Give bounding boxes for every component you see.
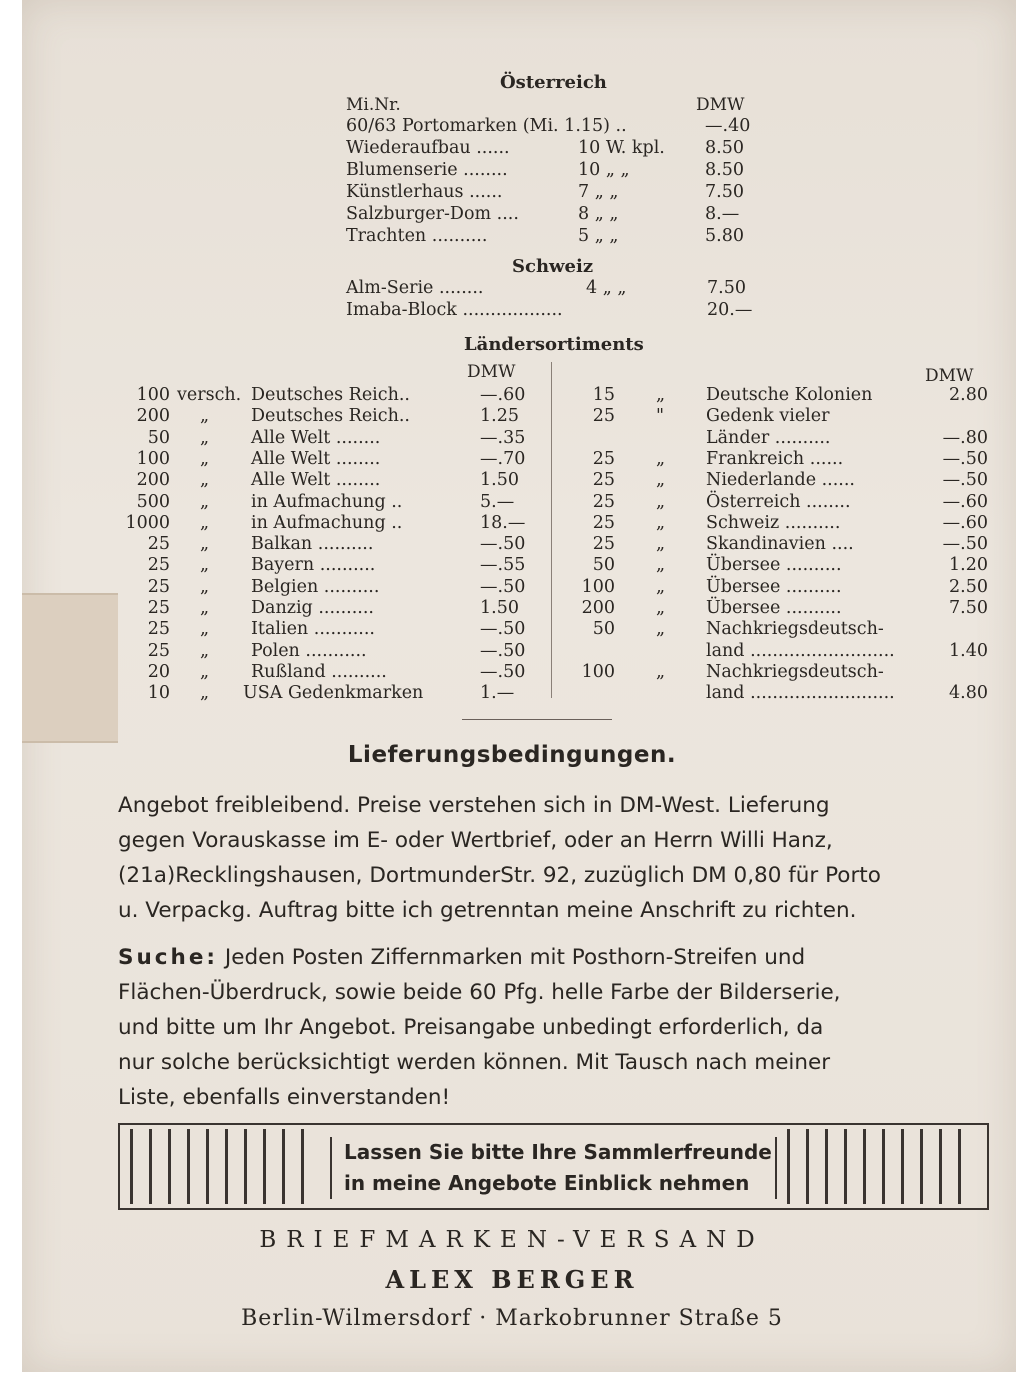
row-count: 500: [136, 491, 170, 512]
row-count: 100: [136, 448, 170, 469]
row-price: 1.25: [480, 406, 519, 427]
row-price: —.50: [942, 534, 988, 555]
row-price: —.50: [480, 640, 526, 661]
section-title-oesterreich: Österreich: [500, 72, 607, 93]
laender-right-row: [0, 534, 1024, 555]
row-qty: 10 „ „: [578, 160, 630, 180]
row-count: 25: [147, 576, 170, 597]
laender-right-row: [0, 428, 1024, 449]
row-qty: „: [200, 661, 210, 682]
col-header-dmw: DMW: [696, 95, 745, 115]
decorative-bar: [958, 1129, 961, 1204]
row-price: 5.—: [480, 491, 515, 512]
row-qty: „: [656, 512, 666, 533]
row-name: land ..........................: [706, 640, 895, 661]
row-count: 20: [147, 661, 170, 682]
row-qty: „: [656, 661, 666, 682]
box-line-2: in meine Angebote Einblick nehmen: [344, 1171, 750, 1195]
row-name: Nachkriegsdeutsch-: [706, 619, 884, 640]
box-bars-left: [130, 1129, 320, 1204]
col-header-dmw-right: DMW: [925, 366, 974, 386]
row-qty: „: [200, 406, 210, 427]
row-qty: „: [200, 683, 210, 704]
row-name: Trachten ..........: [346, 226, 488, 246]
lieferung-line: Angebot freibleibend. Preise verstehen sich in DM-West. Lieferung: [118, 793, 830, 818]
laender-right-row: [0, 470, 1024, 491]
row-name: Balkan ..........: [251, 534, 374, 555]
row-name: Übersee ..........: [706, 576, 842, 597]
row-name: Alle Welt ........: [251, 448, 381, 469]
row-price: 1.40: [949, 640, 988, 661]
row-name: Österreich ........: [706, 491, 851, 512]
row-price: 7.50: [707, 278, 746, 298]
row-qty: „: [200, 598, 210, 618]
row-name: Nachkriegsdeutsch-: [706, 661, 884, 682]
laender-right-row: [0, 598, 1024, 619]
decorative-bar: [939, 1129, 942, 1204]
row-name: Niederlande ......: [706, 470, 855, 491]
col-header-dmw-left: DMW: [467, 362, 516, 382]
row-name: Alle Welt ........: [251, 427, 381, 448]
row-name: Deutsches Reich..: [251, 385, 410, 405]
row-count: 25: [592, 448, 615, 469]
section-rule: [462, 719, 612, 720]
row-count: 25: [592, 491, 615, 512]
decorative-bar: [806, 1129, 809, 1204]
row-qty: 10 W. kpl.: [578, 138, 665, 158]
row-count: 200: [136, 406, 170, 427]
decorative-bar: [168, 1129, 171, 1204]
row-price: —.35: [480, 427, 526, 448]
row-price: 7.50: [705, 182, 744, 202]
row-name: in Aufmachung ..: [251, 512, 403, 533]
row-qty: „: [656, 598, 666, 618]
row-count: 25: [147, 619, 170, 640]
row-price: —.50: [942, 448, 988, 469]
oesterreich-row: [0, 226, 1024, 247]
row-name: Alle Welt ........: [251, 470, 381, 491]
row-price: 8.50: [705, 160, 744, 180]
suche-first-line: [118, 940, 988, 975]
row-price: 7.50: [949, 598, 988, 618]
row-count: 50: [147, 427, 170, 448]
decorative-bar: [882, 1129, 885, 1204]
laender-right-row: [0, 406, 1024, 427]
row-qty: „: [200, 427, 210, 448]
row-name: Deutsche Kolonien: [706, 385, 873, 405]
row-price: 2.80: [949, 385, 988, 405]
row-name: Belgien ..........: [251, 576, 380, 597]
lieferung-line: u. Verpackg. Auftrag bitte ich getrenntan meine Anschrift zu richten.: [118, 898, 857, 923]
row-qty: „: [656, 619, 666, 640]
laender-right-row: [0, 641, 1024, 662]
row-count: 25: [592, 512, 615, 533]
row-qty: „: [200, 555, 210, 576]
footer-address: Berlin-Wilmersdorf · Markobrunner Straße 5: [241, 1306, 783, 1331]
lieferung-line: gegen Vorauskasse im E- oder Wertbrief, oder an Herrn Willi Hanz,: [118, 828, 833, 853]
row-qty: „: [656, 470, 666, 491]
suche-line: nur solche berücksichtigt werden können. Mit Tausch nach meiner: [118, 1050, 831, 1075]
row-price: —.70: [480, 448, 526, 469]
decorative-bar: [301, 1129, 304, 1204]
decorative-bar: [920, 1129, 923, 1204]
laender-right-row: [0, 683, 1024, 704]
row-count: 100: [136, 385, 170, 405]
laender-right-row: [0, 555, 1024, 576]
row-price: —.40: [705, 116, 751, 136]
row-name: Blumenserie ........: [346, 160, 508, 180]
row-count: 25: [592, 534, 615, 555]
row-qty: „: [656, 385, 666, 405]
row-price: —.55: [480, 555, 526, 576]
row-name: Länder ..........: [706, 427, 831, 448]
footer-name: ALEX BERGER: [385, 1265, 639, 1294]
row-count: 10: [147, 683, 170, 704]
decorative-bar: [187, 1129, 190, 1204]
laender-right-row: [0, 662, 1024, 683]
row-price: 8.50: [705, 138, 744, 158]
row-count: 25: [147, 598, 170, 618]
row-count: 25: [147, 640, 170, 661]
row-qty: versch.: [177, 385, 242, 405]
row-qty: „: [200, 619, 210, 640]
row-qty: „: [200, 512, 210, 533]
oesterreich-row: [0, 160, 1024, 181]
row-price: 18.—: [480, 512, 526, 533]
row-name: Danzig ..........: [251, 598, 374, 618]
laender-right-row: [0, 385, 1024, 406]
row-price: —.80: [942, 427, 988, 448]
decorative-bar: [844, 1129, 847, 1204]
row-price: —.50: [942, 470, 988, 491]
row-price: 1.—: [480, 683, 515, 704]
row-price: 2.50: [949, 576, 988, 597]
row-count: 200: [581, 598, 615, 618]
laender-right-row: [0, 619, 1024, 640]
row-name: Übersee ..........: [706, 598, 842, 618]
row-qty: „: [656, 576, 666, 597]
row-count: 50: [592, 619, 615, 640]
suche-line: Liste, ebenfalls einverstanden!: [118, 1085, 451, 1110]
decorative-bar: [149, 1129, 152, 1204]
row-price: —.50: [480, 534, 526, 555]
recommendation-box: [118, 1123, 989, 1210]
row-qty: 8 „ „: [578, 204, 619, 224]
row-name: Salzburger-Dom ....: [346, 204, 519, 224]
decorative-bar: [130, 1129, 133, 1204]
row-name: Gedenk vieler: [706, 406, 830, 427]
row-name: Künstlerhaus ......: [346, 182, 503, 202]
row-qty: „: [200, 470, 210, 491]
section-title-laendersortiments: Ländersortiments: [464, 334, 644, 355]
row-count: 100: [581, 661, 615, 682]
suche-line: Flächen-Überdruck, sowie beide 60 Pfg. helle Farbe der Bilderserie,: [118, 980, 841, 1005]
oesterreich-row: [0, 116, 1024, 137]
col-header-minr: Mi.Nr.: [346, 95, 401, 115]
row-price: —.60: [480, 385, 526, 405]
row-count: 100: [581, 576, 615, 597]
row-qty: 7 „ „: [578, 182, 619, 202]
row-price: 1.50: [480, 470, 519, 491]
lieferung-line: (21a)Recklingshausen, DortmunderStr. 92, zuzüglich DM 0,80 für Porto: [118, 863, 881, 888]
row-qty: „: [656, 534, 666, 555]
row-name: Übersee ..........: [706, 555, 842, 576]
row-price: 1.20: [949, 555, 988, 576]
row-qty: ": [656, 406, 665, 427]
row-count: 50: [592, 555, 615, 576]
decorative-bar: [206, 1129, 209, 1204]
row-name: Imaba-Block ..................: [346, 300, 563, 320]
row-price: 20.—: [707, 300, 753, 320]
suche-label: Suche:: [118, 945, 219, 970]
row-price: —.60: [942, 512, 988, 533]
row-qty: „: [200, 640, 210, 661]
row-price: —.50: [480, 619, 526, 640]
decorative-bar: [263, 1129, 266, 1204]
row-name: Alm-Serie ........: [346, 278, 484, 298]
row-count: 25: [147, 555, 170, 576]
laender-right-row: [0, 449, 1024, 470]
row-count: 25: [147, 534, 170, 555]
oesterreich-row: [0, 138, 1024, 159]
row-name: in Aufmachung ..: [251, 491, 403, 512]
box-text: [330, 1137, 777, 1199]
row-price: —.50: [480, 661, 526, 682]
row-name: Deutsches Reich..: [251, 406, 410, 427]
row-qty: 5 „ „: [578, 226, 619, 246]
row-name: Italien ...........: [251, 619, 375, 640]
row-name: Frankreich ......: [706, 448, 844, 469]
row-name: Wiederaufbau ......: [346, 138, 510, 158]
row-name: USA Gedenkmarken: [243, 683, 424, 704]
row-price: 4.80: [949, 683, 988, 704]
decorative-bar: [787, 1129, 790, 1204]
oesterreich-row: [0, 204, 1024, 225]
laender-right-row: [0, 513, 1024, 534]
row-name: Bayern ..........: [251, 555, 376, 576]
row-qty: 4 „ „: [586, 278, 627, 298]
row-name: 60/63 Portomarken (Mi. 1.15) ..: [346, 116, 627, 136]
decorative-bar: [225, 1129, 228, 1204]
row-name: Polen ...........: [251, 640, 367, 661]
row-price: 1.50: [480, 598, 519, 618]
row-count: 15: [592, 385, 615, 405]
section-title-schweiz: Schweiz: [512, 256, 594, 277]
row-price: —.60: [942, 491, 988, 512]
row-name: Rußland ..........: [251, 661, 387, 682]
decorative-bar: [282, 1129, 285, 1204]
row-count: 200: [136, 470, 170, 491]
row-qty: „: [656, 491, 666, 512]
suche-line: und bitte um Ihr Angebot. Preisangabe unbedingt erforderlich, da: [118, 1015, 824, 1040]
row-qty: „: [656, 448, 666, 469]
decorative-bar: [901, 1129, 904, 1204]
row-name: Schweiz ..........: [706, 512, 841, 533]
row-qty: „: [200, 534, 210, 555]
lieferung-title: Lieferungsbedingungen.: [347, 742, 677, 768]
row-qty: „: [656, 555, 666, 576]
row-name: land ..........................: [706, 683, 895, 704]
footer-firm: BRIEFMARKEN-VERSAND: [259, 1227, 765, 1253]
suche-first-line-text: Jeden Posten Ziffernmarken mit Posthorn-Streifen und: [224, 945, 806, 970]
row-qty: „: [200, 491, 210, 512]
schweiz-row: [0, 300, 1024, 321]
row-count: 25: [592, 406, 615, 427]
row-qty: „: [200, 448, 210, 469]
laender-right-row: [0, 492, 1024, 513]
decorative-bar: [244, 1129, 247, 1204]
laender-right-row: [0, 577, 1024, 598]
box-bars-right: [787, 1129, 977, 1204]
row-count: 1000: [125, 512, 170, 533]
row-name: Skandinavien ....: [706, 534, 854, 555]
row-price: —.50: [480, 576, 526, 597]
decorative-bar: [825, 1129, 828, 1204]
oesterreich-row: [0, 182, 1024, 203]
box-line-1: Lassen Sie bitte Ihre Sammlerfreunde: [344, 1140, 772, 1164]
row-price: 5.80: [705, 226, 744, 246]
row-price: 8.—: [705, 204, 740, 224]
row-qty: „: [200, 576, 210, 597]
schweiz-row: [0, 278, 1024, 299]
decorative-bar: [863, 1129, 866, 1204]
row-count: 25: [592, 470, 615, 491]
